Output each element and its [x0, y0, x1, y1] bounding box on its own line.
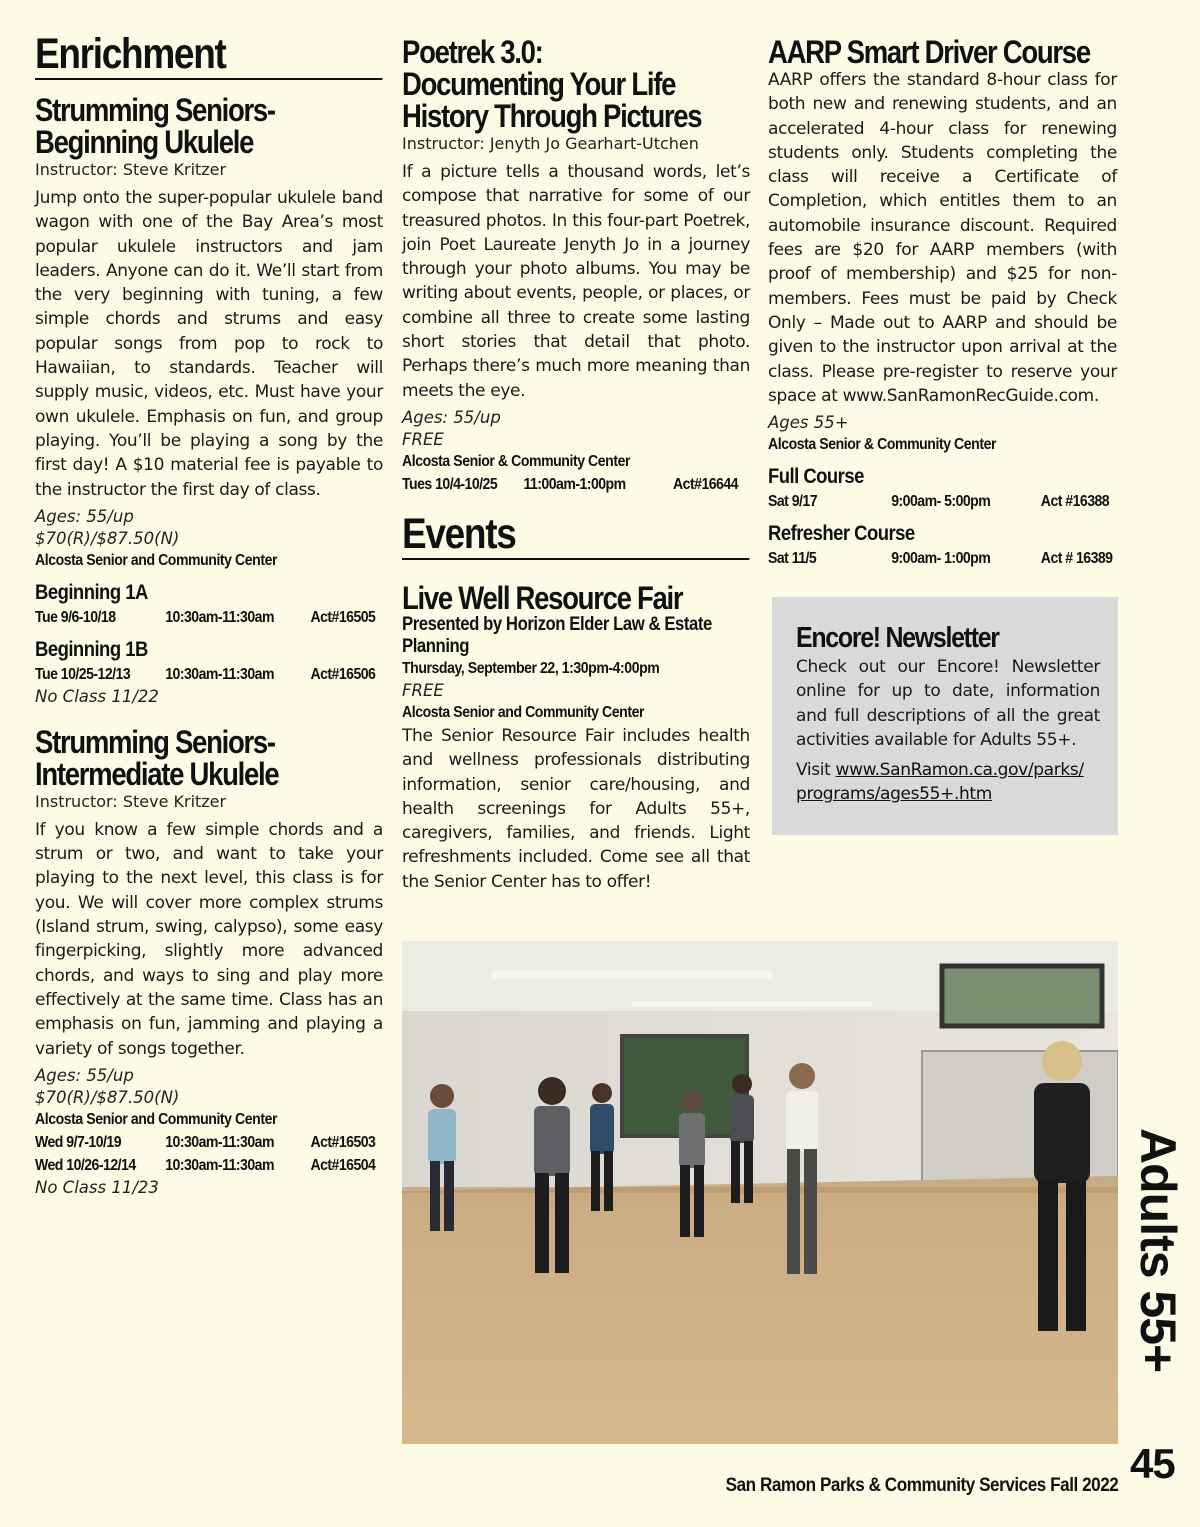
level-label: Beginning 1B: [35, 637, 148, 661]
dancer-leg: [604, 1151, 613, 1211]
dancer-leg: [787, 1149, 800, 1274]
ages: Ages 55+: [768, 413, 849, 433]
dancer-head: [430, 1084, 454, 1108]
instructor: Instructor: Jenyth Jo Gearhart-Utchen: [402, 134, 699, 153]
course-title-line: Beginning Ukulele: [35, 124, 254, 160]
dancer-body: [590, 1104, 614, 1154]
dancer-leg: [694, 1165, 704, 1237]
dancer-leg: [744, 1141, 753, 1203]
baseboard: [402, 1187, 1118, 1193]
schedule-time: 10:30am-11:30am: [165, 1156, 274, 1174]
event-description: The Senior Resource Fair includes health and wellness professionals distributing information, senior care/housing, and health screenings for Adults 55+, caregivers, families, and friends. Light refreshments included. Come see all that the Senior Center has to offer!: [402, 725, 750, 892]
course-title-line: Intermediate Ukulele: [35, 755, 279, 792]
course-title: [35, 723, 382, 792]
dancer-leg: [1066, 1181, 1086, 1331]
newsletter-title: Encore! Newsletter: [796, 622, 999, 654]
schedule-row: [35, 606, 383, 629]
course-poetrek: [402, 36, 750, 496]
fee: FREE: [402, 680, 444, 700]
ages: Ages: 55/up: [35, 506, 134, 526]
dancer-leg: [731, 1141, 740, 1203]
level-label: Refresher Course: [768, 522, 915, 546]
ceiling-light: [492, 971, 772, 979]
newsletter-description: Check out our Encore! Newsletter online for up to date, information and full descriptions of all the great activities available for Adults 55+.: [796, 657, 1100, 750]
event-presenter-line: Planning: [402, 635, 470, 657]
location: Alcosta Senior and Community Center: [35, 551, 277, 569]
activity-number: Act#16506: [310, 665, 376, 683]
ages: Ages: 55/up: [402, 407, 501, 427]
schedule-date: Tue 9/6-10/18: [35, 608, 116, 626]
section-heading-enrichment: Enrichment: [35, 30, 382, 80]
course-title: AARP Smart Driver Course: [768, 34, 1090, 70]
level-label: Beginning 1A: [35, 580, 148, 604]
column-poetrek-events: [402, 36, 750, 894]
course-beginning-ukulele: [35, 94, 383, 708]
dancer-leg: [804, 1149, 817, 1274]
dancer-leg: [555, 1173, 569, 1273]
window-high: [942, 966, 1102, 1026]
location: Alcosta Senior & Community Center: [768, 436, 997, 454]
course-intermediate-ukulele: [35, 723, 383, 1199]
newsletter-link[interactable]: [796, 760, 1084, 804]
dancer-head: [681, 1090, 703, 1112]
dancer-leg: [430, 1161, 440, 1231]
schedule-time: 9:00am- 5:00pm: [891, 493, 991, 511]
dancer-body: [730, 1095, 754, 1143]
schedule-date: Sat 11/5: [768, 550, 817, 568]
column-enrichment: [35, 30, 383, 1199]
ceiling-light: [632, 1001, 872, 1007]
dancer-body: [786, 1091, 818, 1151]
dance-class-photo: [402, 941, 1118, 1444]
page-footer: San Ramon Parks & Community Services Fall 2022: [725, 1475, 1118, 1496]
dancer-body: [1034, 1083, 1090, 1183]
schedule-time: 10:30am-11:30am: [165, 665, 274, 683]
course-title-line: Documenting Your Life: [402, 66, 676, 102]
dancer-leg: [591, 1151, 600, 1211]
schedule-date: Wed 10/26-12/14: [35, 1156, 136, 1174]
dancer-leg: [680, 1165, 690, 1237]
fee: $70(R)/$87.50(N): [35, 528, 180, 548]
wood-floor: [402, 1176, 1118, 1444]
schedule-date: Tues 10/4-10/25: [402, 475, 498, 493]
location: Alcosta Senior & Community Center: [402, 452, 631, 470]
column-aarp: [768, 36, 1117, 570]
newsletter-box: [772, 597, 1118, 835]
course-title-line: History Through Pictures: [402, 98, 702, 134]
schedule-row: [35, 1131, 383, 1154]
newsletter-link-line: programs/ages55+.htm: [796, 784, 992, 805]
course-description: If a picture tells a thousand words, let’s compose that narrative for some of our treasured photos. In this four-part Poetrek, join Poet Laureate Jenyth Jo in a journey through your photo albums. You may be writing about events, people, or places, or combine all three to create some lasting short stories that detail that photo. Perhaps there’s much more meaning than meets the eye.: [402, 162, 750, 401]
dancer-body: [428, 1109, 456, 1164]
activity-number: Act#16644: [673, 475, 738, 493]
dancer-leg: [444, 1161, 454, 1231]
dancer-leg: [535, 1173, 549, 1273]
event-presenter-line: Presented by Horizon Elder Law & Estate: [402, 613, 712, 635]
activity-number: Act #16388: [1040, 493, 1110, 511]
schedule-time: 10:30am-11:30am: [165, 608, 274, 626]
schedule-note: No Class 11/22: [35, 686, 159, 706]
ages: Ages: 55/up: [35, 1065, 134, 1085]
schedule-date: Tue 10/25-12/13: [35, 665, 131, 683]
dancer-body: [679, 1113, 705, 1168]
course-title-line: Strumming Seniors-: [35, 723, 275, 760]
dancer-head: [538, 1077, 566, 1105]
dancer-head: [592, 1083, 612, 1103]
page-number: 45: [1130, 1440, 1175, 1487]
course-title: [35, 94, 382, 158]
side-tab-text: Adults 55+: [1130, 1128, 1186, 1373]
photo-illustration: [402, 941, 1118, 1444]
dancer-leg: [1038, 1181, 1058, 1331]
instructor: Instructor: Steve Kritzer: [35, 160, 227, 179]
activity-number: Act # 16389: [1040, 550, 1113, 568]
dancer-body: [534, 1106, 570, 1176]
instructor: Instructor: Steve Kritzer: [35, 791, 227, 811]
visit-prefix: Visit: [796, 760, 836, 781]
activity-number: Act#16504: [310, 1156, 376, 1174]
course-description: If you know a few simple chords and a strum or two, and want to take your playing to the next level, this class is for you. We will cover more complex strums (Island strum, swing, calypso), some easy fingerpicking, slightly more advanced chords, and ways to sing and play more effectively at the same time. Class has an emphasis on fun, jamming and playing a variety of songs together.: [35, 819, 383, 1059]
event-datetime: Thursday, September 22, 1:30pm-4:00pm: [402, 659, 660, 677]
schedule-row: [768, 547, 1117, 570]
level-label: Full Course: [768, 465, 864, 489]
activity-number: Act#16505: [310, 608, 376, 626]
course-description: Jump onto the super-popular ukulele band wagon with one of the Bay Area’s most popular ukulele instructors and jam leaders. Anyone can do it. We’ll start from the very beginning with tuning, a few simple chords and strums and easy popular songs from pop to rock to Hawaiian, to standards. Teacher will supply music, videos, etc. Must have your own ukulele. Emphasis on fun, and group playing. You’ll be playing a song by the first day! A $10 material fee is payable to the instructor the first day of class.: [35, 188, 383, 500]
course-title: [402, 36, 749, 132]
schedule-row: [402, 473, 750, 496]
location: Alcosta Senior and Community Center: [402, 703, 644, 721]
schedule-time: 10:30am-11:30am: [165, 1133, 274, 1151]
event-title: Live Well Resource Fair: [402, 579, 683, 616]
dancer-head: [789, 1063, 815, 1089]
location: Alcosta Senior and Community Center: [35, 1110, 277, 1128]
dancer-head: [1042, 1041, 1082, 1081]
schedule-note: No Class 11/23: [35, 1177, 159, 1197]
course-title-line: Poetrek 3.0:: [402, 34, 543, 70]
schedule-row: [35, 663, 383, 686]
event-presenter: [402, 614, 751, 658]
course-description: AARP offers the standard 8-hour class for both new and renewing students, and an accelerated 4-hour class for renewing students only. Students completing the class will receive a Certificate of Completion, which entitles them to an automobile insurance discount. Required fees are $20 for AARP members (with proof of membership) and $25 for non-members. Fees must be paid by Check Only – Made out to AARP and should be given to the instructor upon arrival at the class. Please pre-register to reserve your space at www.SanRamonRecGuide.com.: [768, 70, 1117, 406]
newsletter-visit: [796, 758, 1100, 807]
schedule-time: 11:00am-1:00pm: [523, 475, 626, 493]
activity-number: Act#16503: [310, 1133, 376, 1151]
schedule-time: 9:00am- 1:00pm: [891, 550, 991, 568]
newsletter-link-line: www.SanRamon.ca.gov/parks/: [835, 760, 1084, 781]
schedule-date: Sat 9/17: [768, 493, 818, 511]
fee: $70(R)/$87.50(N): [35, 1087, 180, 1107]
event-live-well-fair: [402, 579, 750, 894]
dancer-head: [732, 1074, 752, 1094]
fee: FREE: [402, 429, 444, 449]
course-title-line: Strumming Seniors-: [35, 92, 275, 128]
side-tab-label: [1128, 1128, 1188, 1378]
section-heading-events: Events: [402, 510, 749, 560]
schedule-row: [768, 490, 1117, 513]
schedule-date: Wed 9/7-10/19: [35, 1133, 122, 1151]
schedule-row: [35, 1154, 383, 1177]
